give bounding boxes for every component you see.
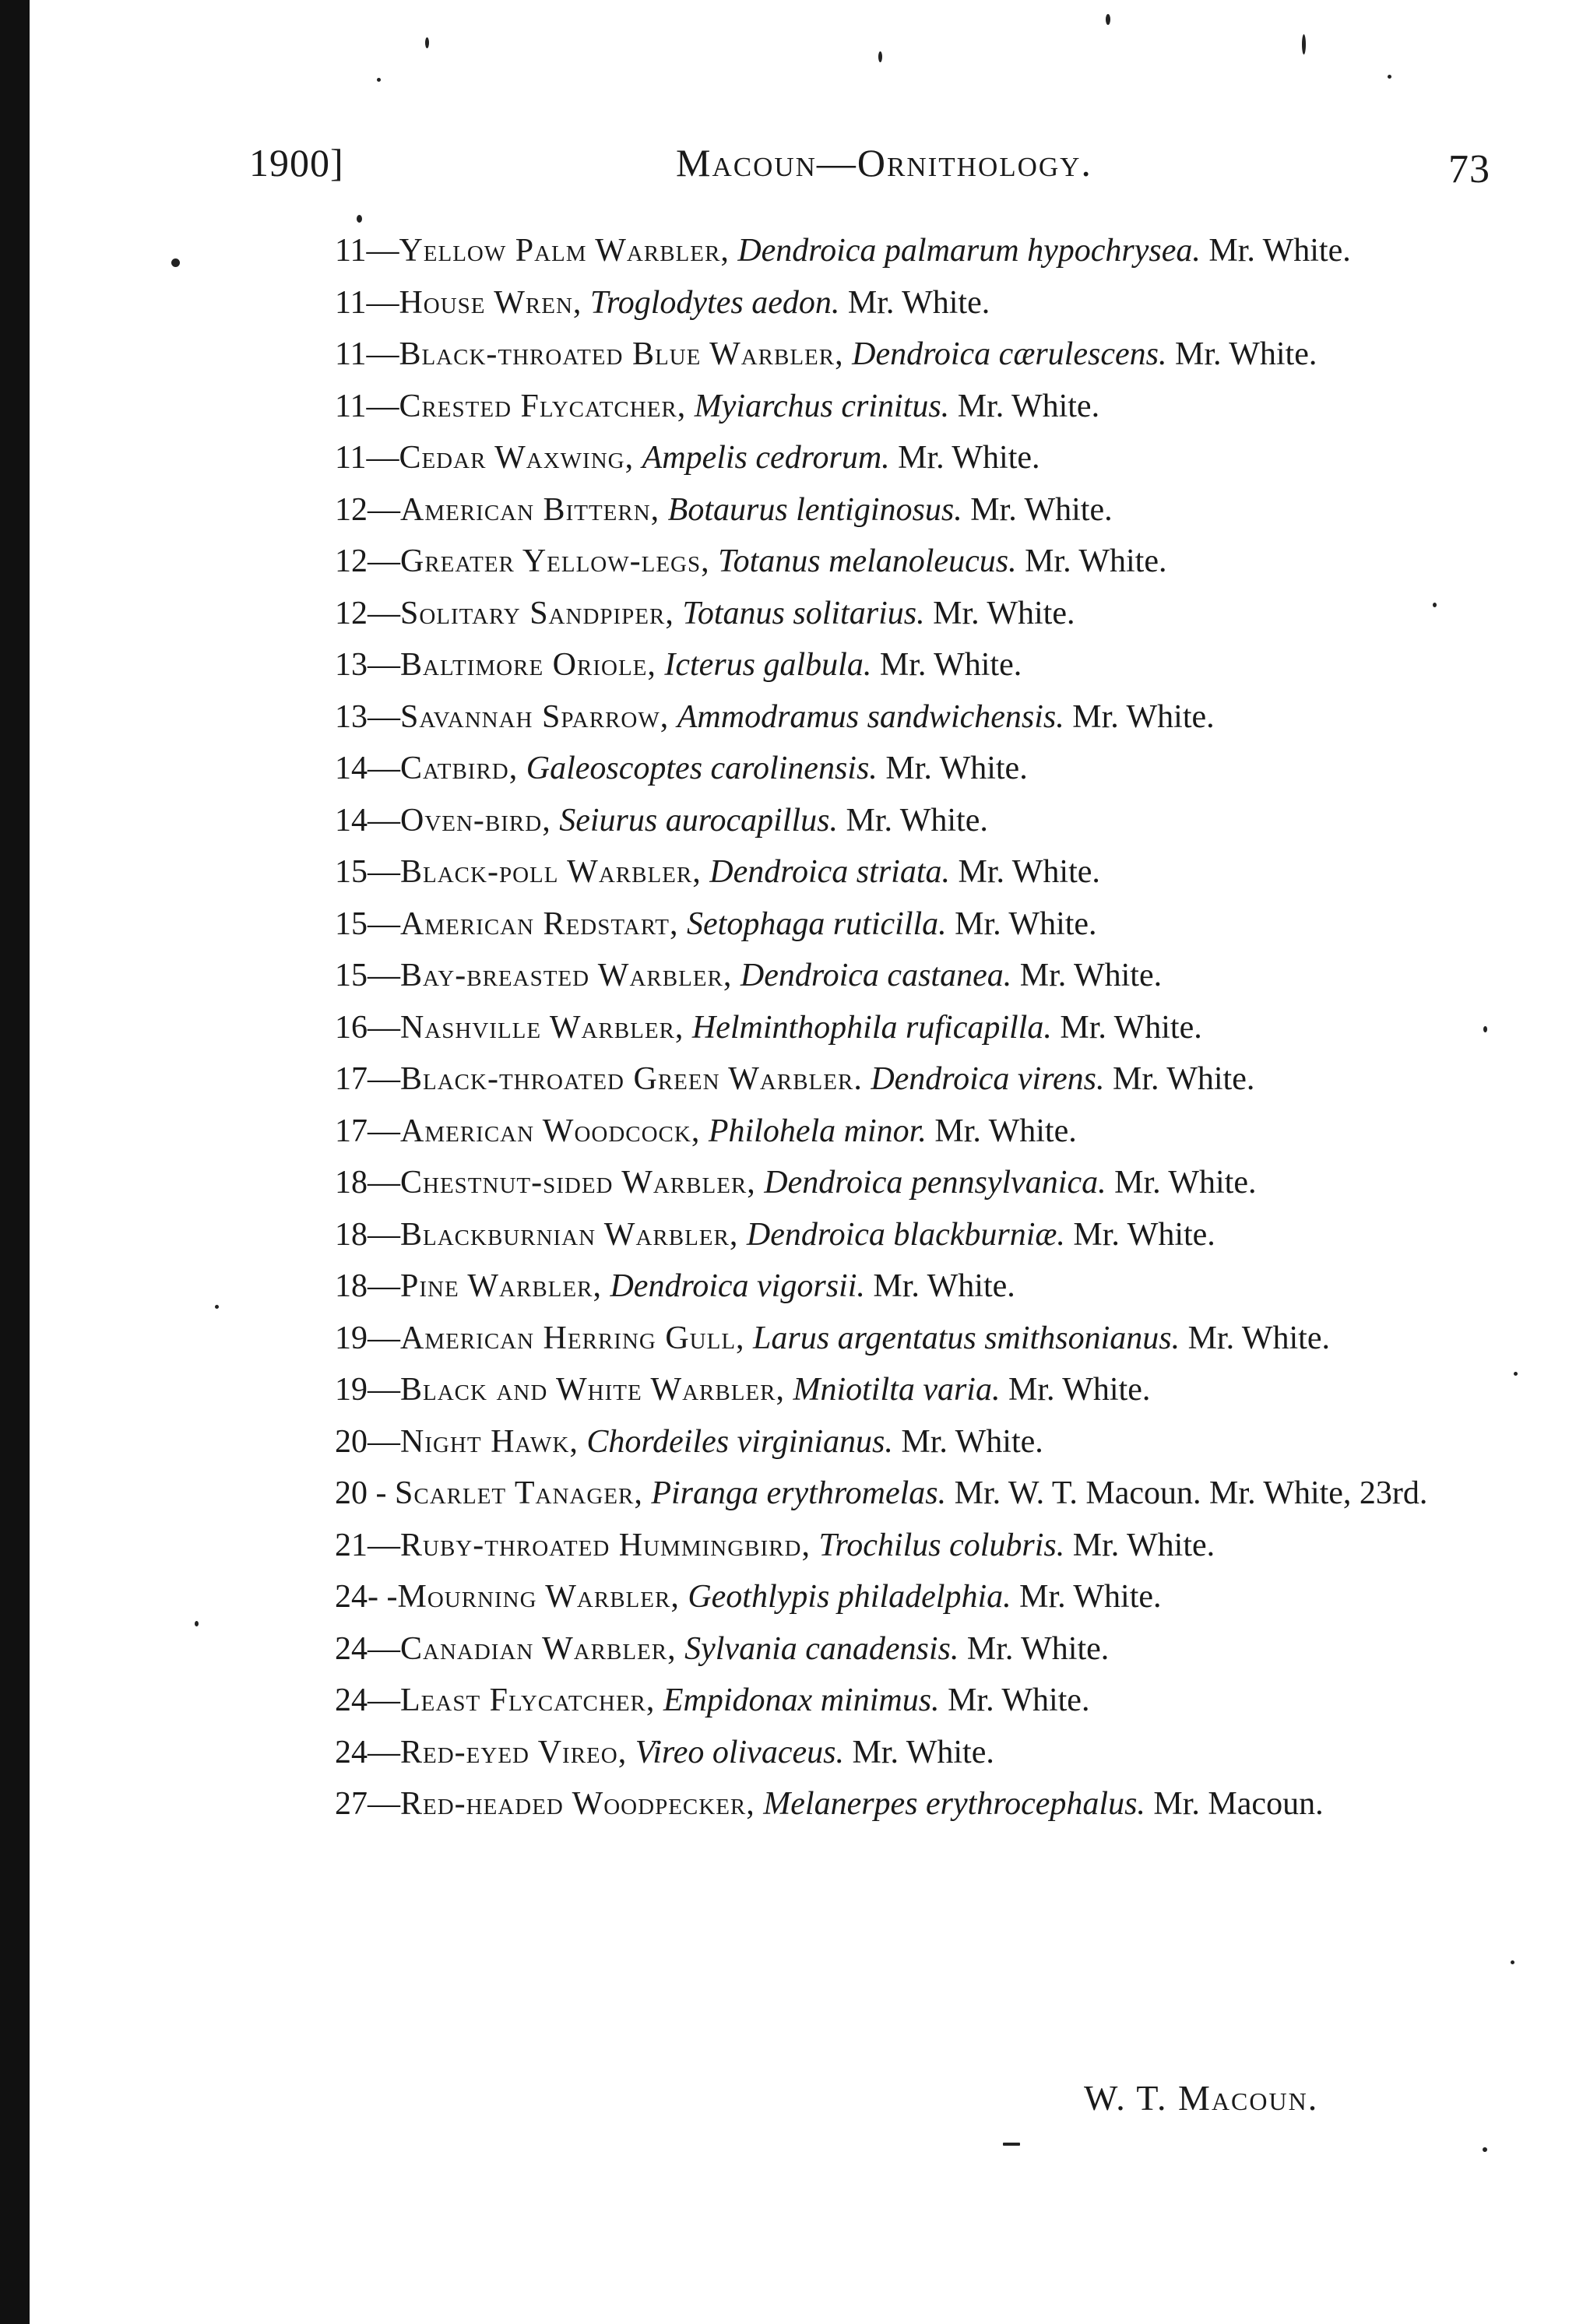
running-head-year: 1900] bbox=[249, 141, 344, 185]
scan-speck bbox=[171, 258, 180, 267]
bird-scientific-name: Setophaga ruticilla. bbox=[687, 905, 947, 942]
bird-scientific-name: Totanus melanoleucus. bbox=[718, 543, 1017, 579]
bird-scientific-name: Trochilus colubris. bbox=[818, 1527, 1065, 1563]
record-day: 18— bbox=[335, 1216, 400, 1253]
bird-common-name: Mourning Warbler, bbox=[397, 1579, 680, 1615]
bird-record-entry bbox=[335, 1318, 1487, 1359]
record-observer: Mr. White. bbox=[846, 802, 988, 839]
bird-record-entry bbox=[335, 1162, 1487, 1204]
scan-speck bbox=[1388, 75, 1391, 79]
scan-speck bbox=[1511, 1960, 1514, 1964]
record-day: 12— bbox=[335, 491, 400, 528]
bird-common-name: Red-headed Woodpecker, bbox=[400, 1786, 755, 1822]
bird-record-entry bbox=[335, 852, 1487, 893]
record-day: 11— bbox=[335, 336, 399, 372]
bird-record-entry bbox=[335, 438, 1487, 479]
bird-common-name: Oven-bird, bbox=[400, 802, 551, 839]
bird-common-name: American Redstart, bbox=[400, 905, 679, 942]
bird-common-name: Savannah Sparrow, bbox=[400, 698, 670, 735]
record-observer: Mr. W. T. Macoun. Mr. White, 23rd. bbox=[954, 1475, 1428, 1511]
record-day: 18— bbox=[335, 1165, 400, 1201]
record-day: 17— bbox=[335, 1113, 400, 1149]
page-number: 73 bbox=[1448, 147, 1490, 192]
record-observer: Mr. White. bbox=[1112, 1061, 1255, 1097]
record-day: 24— bbox=[335, 1734, 400, 1770]
bird-scientific-name: Dendroica castanea. bbox=[740, 958, 1012, 993]
bird-record-entry bbox=[335, 541, 1487, 582]
scan-speck bbox=[357, 215, 362, 223]
record-day: 11— bbox=[335, 284, 399, 321]
binding-edge bbox=[0, 0, 30, 2324]
record-observer: Mr. White. bbox=[934, 1113, 1077, 1149]
record-day: 15— bbox=[335, 905, 400, 942]
bird-scientific-name: Galeoscoptes carolinensis. bbox=[526, 751, 878, 786]
bird-record-entry bbox=[335, 1215, 1487, 1256]
bird-record-entry bbox=[335, 230, 1487, 272]
bird-common-name: Blackburnian Warbler, bbox=[400, 1216, 739, 1253]
bird-record-entry bbox=[335, 1525, 1487, 1566]
record-day: 12— bbox=[335, 595, 400, 631]
bird-scientific-name: Botaurus lentiginosus. bbox=[667, 491, 962, 528]
record-day: 24- - bbox=[335, 1579, 398, 1615]
record-day: 15— bbox=[335, 958, 400, 993]
record-observer: Mr. White. bbox=[1072, 1527, 1215, 1563]
running-head bbox=[0, 132, 1583, 195]
record-observer: Mr. Macoun. bbox=[1153, 1786, 1324, 1822]
bird-record-entry bbox=[335, 800, 1487, 842]
record-day: 11— bbox=[335, 388, 399, 424]
bird-common-name: Catbird, bbox=[400, 751, 519, 786]
bird-scientific-name: Geothlypis philadelphia. bbox=[688, 1579, 1011, 1615]
record-day: 11— bbox=[335, 440, 399, 476]
bird-scientific-name: Dendroica cærulescens. bbox=[852, 336, 1167, 372]
bird-scientific-name: Sylvania canadensis. bbox=[684, 1630, 959, 1667]
bird-record-entry bbox=[335, 748, 1487, 789]
record-observer: Mr. White. bbox=[933, 595, 1075, 631]
record-day: 13— bbox=[335, 647, 400, 683]
record-observer: Mr. White. bbox=[1019, 1579, 1162, 1615]
bird-scientific-name: Mniotilta varia. bbox=[793, 1372, 1001, 1408]
bird-common-name: Black-throated Green Warbler. bbox=[400, 1061, 863, 1097]
bird-scientific-name: Chordeiles virginianus. bbox=[586, 1423, 893, 1460]
record-observer: Mr. White. bbox=[1114, 1165, 1257, 1201]
scan-speck bbox=[425, 37, 429, 48]
bird-common-name: Red-eyed Vireo, bbox=[400, 1734, 628, 1770]
record-day: 14— bbox=[335, 751, 400, 786]
record-day: 18— bbox=[335, 1268, 400, 1304]
scan-speck bbox=[1514, 1372, 1518, 1376]
bird-scientific-name: Vireo olivaceus. bbox=[635, 1734, 844, 1770]
bird-scientific-name: Philohela minor. bbox=[708, 1113, 927, 1149]
bird-scientific-name: Dendroica vigorsii. bbox=[610, 1268, 865, 1304]
record-observer: Mr. White. bbox=[970, 491, 1113, 528]
bird-scientific-name: Ammodramus sandwichensis. bbox=[677, 698, 1064, 735]
record-observer: Mr. White. bbox=[1073, 1216, 1215, 1253]
bird-record-entry bbox=[335, 1577, 1487, 1618]
bird-scientific-name: Troglodytes aedon. bbox=[589, 284, 840, 321]
record-observer: Mr. White. bbox=[955, 905, 1097, 942]
bird-common-name: Black-throated Blue Warbler, bbox=[399, 336, 844, 372]
record-observer: Mr. White. bbox=[885, 751, 1028, 786]
scan-speck bbox=[1106, 14, 1110, 25]
record-observer: Mr. White. bbox=[948, 1682, 1090, 1718]
bird-record-entry bbox=[335, 1732, 1487, 1774]
bird-record-entry bbox=[335, 1059, 1487, 1100]
bird-record-entry bbox=[335, 593, 1487, 635]
record-day: 17— bbox=[335, 1061, 400, 1097]
record-observer: Mr. White. bbox=[957, 388, 1100, 424]
bird-common-name: Black and White Warbler, bbox=[400, 1372, 785, 1408]
bird-record-entry bbox=[335, 1369, 1487, 1411]
bird-record-entry bbox=[335, 1007, 1487, 1049]
bird-scientific-name: Dendroica striata. bbox=[709, 854, 950, 890]
bird-common-name: Canadian Warbler, bbox=[400, 1630, 677, 1667]
bird-scientific-name: Piranga erythromelas. bbox=[651, 1475, 947, 1511]
scan-speck bbox=[1483, 2147, 1487, 2152]
bird-record-entry bbox=[335, 1629, 1487, 1670]
bird-record-entry bbox=[335, 645, 1487, 686]
running-head-title: Macoun—Ornithology. bbox=[676, 141, 1092, 185]
record-observer: Mr. White. bbox=[1174, 336, 1317, 372]
scan-speck bbox=[1302, 34, 1306, 54]
record-observer: Mr. White. bbox=[1019, 958, 1163, 993]
record-day: 19— bbox=[335, 1372, 400, 1408]
bird-common-name: Ruby-throated Hummingbird, bbox=[400, 1527, 811, 1563]
record-day: 19— bbox=[335, 1320, 400, 1356]
record-observer: Mr. White. bbox=[879, 647, 1022, 683]
scan-speck bbox=[215, 1305, 219, 1309]
record-observer: Mr. White. bbox=[847, 284, 990, 321]
bird-common-name: House Wren, bbox=[399, 284, 582, 321]
bird-record-entry bbox=[335, 1680, 1487, 1721]
scan-speck bbox=[377, 78, 381, 82]
bird-common-name: American Bittern, bbox=[400, 491, 660, 528]
bird-common-name: American Herring Gull, bbox=[400, 1320, 745, 1356]
record-day: 21— bbox=[335, 1527, 400, 1563]
bird-common-name: Bay-breasted Warbler, bbox=[400, 958, 733, 993]
bird-scientific-name: Melanerpes erythrocephalus. bbox=[763, 1786, 1145, 1822]
record-observer: Mr. White. bbox=[852, 1734, 994, 1770]
record-day: 15— bbox=[335, 854, 400, 890]
bird-common-name: Night Hawk, bbox=[400, 1423, 579, 1460]
record-observer: Mr. White. bbox=[873, 1268, 1015, 1304]
bird-common-name: Nashville Warbler, bbox=[400, 1009, 684, 1046]
bird-common-name: Black-poll Warbler, bbox=[400, 854, 702, 890]
bird-record-entry bbox=[335, 697, 1487, 738]
record-observer: Mr. White. bbox=[901, 1423, 1043, 1460]
record-observer: Mr. White. bbox=[1208, 233, 1351, 269]
bird-scientific-name: Ampelis cedrorum. bbox=[642, 440, 890, 476]
bird-common-name: Scarlet Tanager, bbox=[395, 1475, 643, 1511]
bird-common-name: Least Flycatcher, bbox=[400, 1682, 656, 1718]
bird-scientific-name: Dendroica blackburniæ. bbox=[746, 1216, 1065, 1253]
bird-common-name: Pine Warbler, bbox=[400, 1268, 602, 1304]
record-day: 12— bbox=[335, 543, 400, 579]
record-observer: Mr. White. bbox=[1008, 1372, 1151, 1408]
bird-record-entry bbox=[335, 490, 1487, 531]
record-observer: Mr. White. bbox=[1025, 543, 1167, 579]
record-day: 24— bbox=[335, 1630, 400, 1667]
bird-common-name: Crested Flycatcher, bbox=[399, 388, 687, 424]
bird-record-list bbox=[335, 230, 1487, 1836]
bird-common-name: Chestnut-sided Warbler, bbox=[400, 1165, 756, 1201]
record-observer: Mr. White. bbox=[1187, 1320, 1330, 1356]
record-day: 13— bbox=[335, 698, 400, 735]
bird-scientific-name: Seiurus aurocapillus. bbox=[559, 802, 838, 839]
bird-record-entry bbox=[335, 1473, 1487, 1514]
author-signature: W. T. Macoun. bbox=[1084, 2078, 1319, 2118]
record-day: 16— bbox=[335, 1009, 400, 1046]
bird-scientific-name: Dendroica virens. bbox=[871, 1061, 1105, 1097]
record-day: 14— bbox=[335, 802, 400, 839]
bird-scientific-name: Helminthophila ruficapilla. bbox=[691, 1009, 1052, 1046]
record-day: 24— bbox=[335, 1682, 400, 1718]
bird-record-entry bbox=[335, 1784, 1487, 1825]
record-observer: Mr. White. bbox=[966, 1630, 1110, 1667]
record-day: 20 - bbox=[335, 1475, 395, 1511]
bird-scientific-name: Dendroica palmarum hypochrysea. bbox=[737, 233, 1201, 269]
bird-record-entry bbox=[335, 1422, 1487, 1463]
bird-common-name: Yellow Palm Warbler, bbox=[399, 233, 730, 269]
scan-speck bbox=[195, 1621, 199, 1626]
scan-speck bbox=[1003, 2143, 1020, 2146]
bird-record-entry bbox=[335, 904, 1487, 945]
record-observer: Mr. White. bbox=[1060, 1009, 1202, 1046]
bird-common-name: Cedar Waxwing, bbox=[399, 440, 635, 476]
bird-record-entry bbox=[335, 1266, 1487, 1307]
bird-scientific-name: Totanus solitarius. bbox=[682, 595, 925, 631]
bird-common-name: Solitary Sandpiper, bbox=[400, 595, 674, 631]
bird-common-name: American Woodcock, bbox=[400, 1113, 701, 1149]
bird-scientific-name: Myiarchus crinitus. bbox=[694, 388, 950, 424]
bird-scientific-name: Larus argentatus smithsonianus. bbox=[753, 1320, 1180, 1356]
record-observer: Mr. White. bbox=[898, 440, 1040, 476]
record-observer: Mr. White. bbox=[958, 854, 1100, 890]
bird-scientific-name: Empidonax minimus. bbox=[663, 1682, 940, 1718]
bird-common-name: Greater Yellow-legs, bbox=[400, 543, 710, 579]
bird-record-entry bbox=[335, 283, 1487, 324]
record-day: 11— bbox=[335, 233, 399, 269]
bird-common-name: Baltimore Oriole, bbox=[400, 647, 656, 683]
bird-record-entry bbox=[335, 1111, 1487, 1152]
record-day: 27— bbox=[335, 1786, 400, 1822]
bird-record-entry bbox=[335, 386, 1487, 427]
record-observer: Mr. White. bbox=[1072, 698, 1215, 735]
scan-speck bbox=[878, 51, 882, 62]
bird-scientific-name: Dendroica pennsylvanica. bbox=[764, 1165, 1106, 1201]
bird-scientific-name: Icterus galbula. bbox=[664, 647, 872, 683]
bird-record-entry bbox=[335, 334, 1487, 375]
record-day: 20— bbox=[335, 1423, 400, 1460]
bird-record-entry bbox=[335, 955, 1487, 997]
